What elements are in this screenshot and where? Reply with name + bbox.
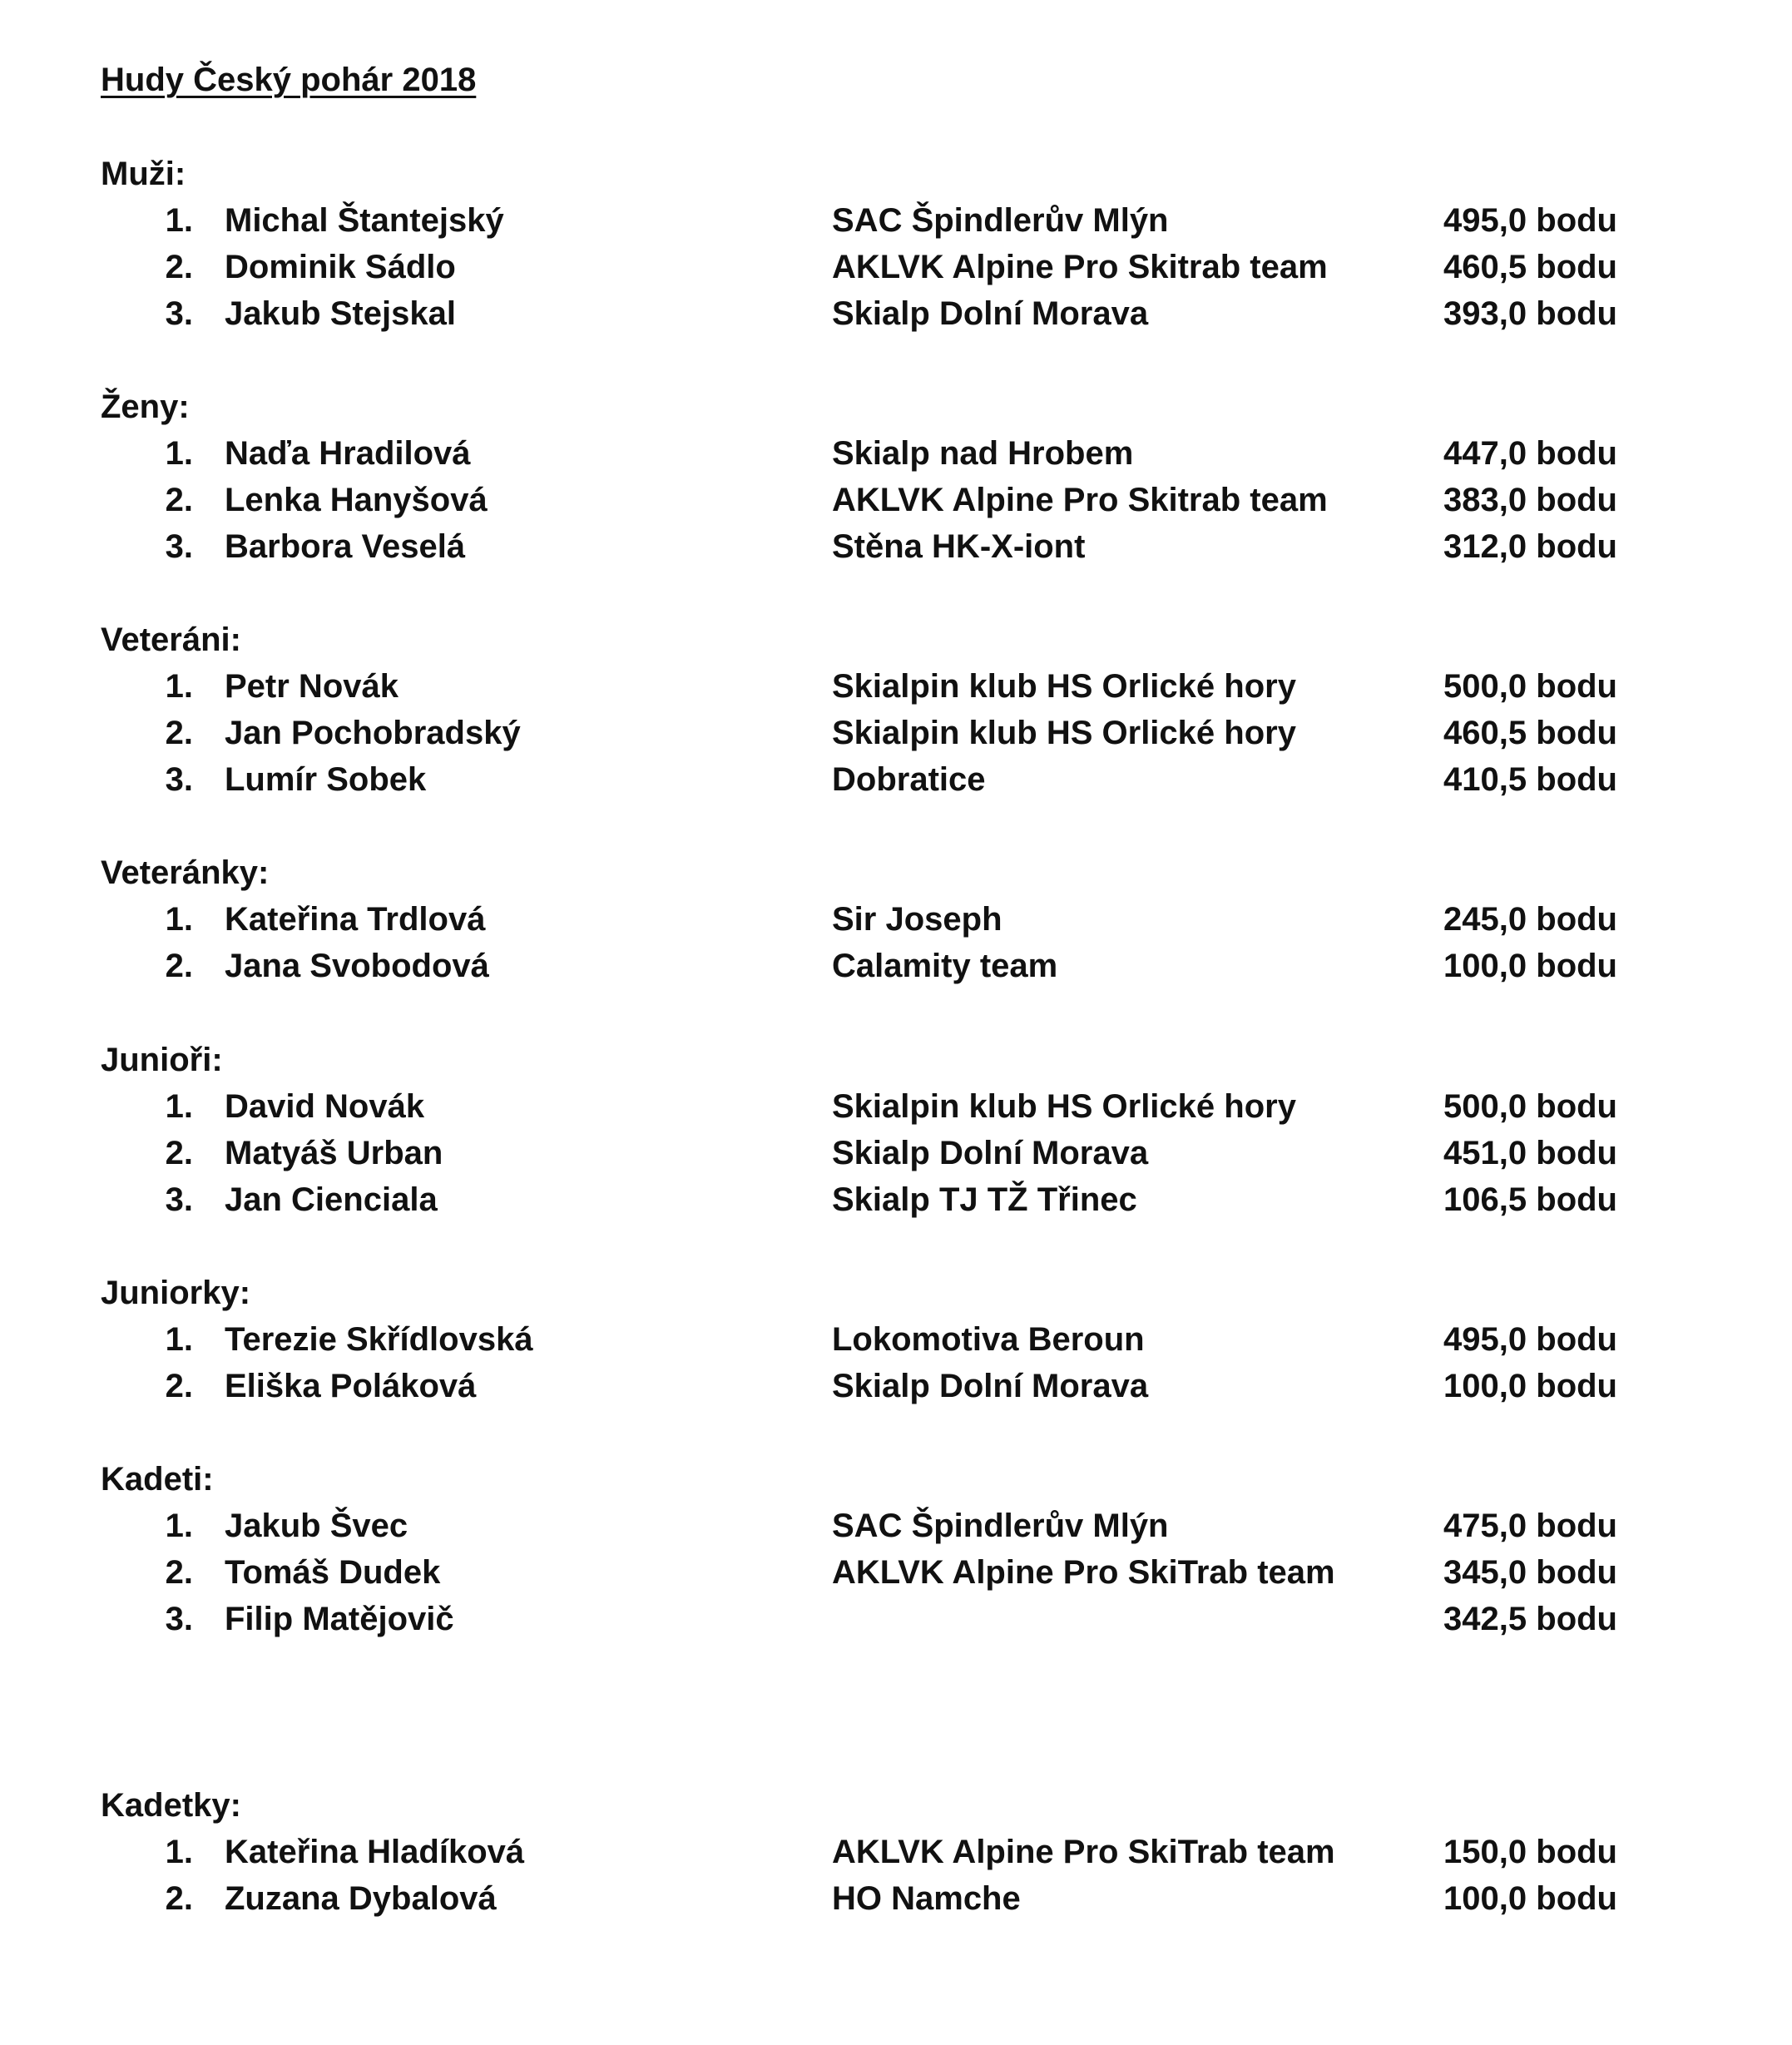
rank-number: 3. <box>165 761 193 798</box>
competitor-name: Jana Svobodová <box>225 948 489 984</box>
club-name: Skialp Dolní Morava <box>832 1135 1149 1171</box>
club-name: Skialpin klub HS Orlické hory <box>832 668 1296 705</box>
competitor-name: Petr Novák <box>225 668 398 705</box>
competitor-name: Jakub Stejskal <box>225 295 456 332</box>
club-name: AKLVK Alpine Pro SkiTrab team <box>832 1554 1335 1591</box>
club-name: AKLVK Alpine Pro SkiTrab team <box>832 1834 1335 1870</box>
points-value: 342,5 bodu <box>1443 1601 1617 1637</box>
points-value: 500,0 bodu <box>1443 1088 1617 1125</box>
club-name: AKLVK Alpine Pro Skitrab team <box>832 249 1328 285</box>
document-title: Hudy Český pohár 2018 <box>101 62 477 98</box>
club-name: Lokomotiva Beroun <box>832 1321 1145 1358</box>
competitor-name: Barbora Veselá <box>225 528 466 565</box>
category-label: Juniorky: <box>101 1275 251 1311</box>
competitor-name: Zuzana Dybalová <box>225 1880 497 1917</box>
rank-number: 3. <box>165 528 193 565</box>
result-row <box>0 666 1792 713</box>
club-name: Dobratice <box>832 761 986 798</box>
rank-number: 2. <box>165 1554 193 1591</box>
points-value: 495,0 bodu <box>1443 202 1617 239</box>
club-name: SAC Špindlerův Mlýn <box>832 202 1169 239</box>
category-label: Veteránky: <box>101 854 270 891</box>
result-row <box>0 713 1792 760</box>
competitor-name: Lumír Sobek <box>225 761 427 798</box>
category-label: Muži: <box>101 156 186 192</box>
result-row <box>0 433 1792 480</box>
result-row <box>0 899 1792 946</box>
rank-number: 2. <box>165 482 193 518</box>
club-name: Stěna HK-X-iont <box>832 528 1086 565</box>
category-label: Junioři: <box>101 1042 223 1078</box>
points-value: 495,0 bodu <box>1443 1321 1617 1358</box>
rank-number: 1. <box>165 668 193 705</box>
points-value: 410,5 bodu <box>1443 761 1617 798</box>
club-name: Skialp TJ TŽ Třinec <box>832 1181 1137 1218</box>
points-value: 447,0 bodu <box>1443 435 1617 472</box>
result-row <box>0 1366 1792 1413</box>
rank-number: 1. <box>165 1088 193 1125</box>
club-name: HO Namche <box>832 1880 1021 1917</box>
result-row <box>0 527 1792 573</box>
result-row <box>0 294 1792 340</box>
rank-number: 2. <box>165 249 193 285</box>
rank-number: 3. <box>165 1601 193 1637</box>
rank-number: 1. <box>165 1321 193 1358</box>
competitor-name: Dominik Sádlo <box>225 249 456 285</box>
points-value: 312,0 bodu <box>1443 528 1617 565</box>
points-value: 475,0 bodu <box>1443 1508 1617 1544</box>
competitor-name: Kateřina Trdlová <box>225 901 486 938</box>
points-value: 100,0 bodu <box>1443 1880 1617 1917</box>
rank-number: 2. <box>165 948 193 984</box>
rank-number: 3. <box>165 1181 193 1218</box>
competitor-name: Kateřina Hladíková <box>225 1834 525 1870</box>
competitor-name: Lenka Hanyšová <box>225 482 488 518</box>
points-value: 100,0 bodu <box>1443 948 1617 984</box>
competitor-name: Tomáš Dudek <box>225 1554 441 1591</box>
rank-number: 2. <box>165 715 193 751</box>
rank-number: 1. <box>165 901 193 938</box>
points-value: 106,5 bodu <box>1443 1181 1617 1218</box>
competitor-name: Eliška Poláková <box>225 1368 477 1404</box>
result-row <box>0 760 1792 806</box>
points-value: 393,0 bodu <box>1443 295 1617 332</box>
rank-number: 2. <box>165 1880 193 1917</box>
rank-number: 3. <box>165 295 193 332</box>
points-value: 100,0 bodu <box>1443 1368 1617 1404</box>
result-row <box>0 1832 1792 1879</box>
result-row <box>0 1320 1792 1366</box>
competitor-name: Filip Matějovič <box>225 1601 454 1637</box>
result-row <box>0 1506 1792 1552</box>
competitor-name: Terezie Skřídlovská <box>225 1321 533 1358</box>
result-row <box>0 1133 1792 1180</box>
result-row <box>0 1552 1792 1599</box>
points-value: 460,5 bodu <box>1443 249 1617 285</box>
competitor-name: Jan Pochobradský <box>225 715 521 751</box>
result-row <box>0 247 1792 294</box>
points-value: 451,0 bodu <box>1443 1135 1617 1171</box>
rank-number: 1. <box>165 1508 193 1544</box>
competitor-name: Jan Cienciala <box>225 1181 438 1218</box>
result-row <box>0 1879 1792 1925</box>
result-row <box>0 1087 1792 1133</box>
rank-number: 1. <box>165 435 193 472</box>
category-label: Veteráni: <box>101 621 241 658</box>
club-name: AKLVK Alpine Pro Skitrab team <box>832 482 1328 518</box>
points-value: 500,0 bodu <box>1443 668 1617 705</box>
points-value: 150,0 bodu <box>1443 1834 1617 1870</box>
rank-number: 1. <box>165 1834 193 1870</box>
competitor-name: Michal Štantejský <box>225 202 504 239</box>
result-row <box>0 1599 1792 1646</box>
club-name: SAC Špindlerův Mlýn <box>832 1508 1169 1544</box>
rank-number: 1. <box>165 202 193 239</box>
rank-number: 2. <box>165 1368 193 1404</box>
club-name: Skialp Dolní Morava <box>832 1368 1149 1404</box>
category-label: Ženy: <box>101 389 190 425</box>
competitor-name: David Novák <box>225 1088 425 1125</box>
points-value: 245,0 bodu <box>1443 901 1617 938</box>
points-value: 345,0 bodu <box>1443 1554 1617 1591</box>
competitor-name: Jakub Švec <box>225 1508 408 1544</box>
points-value: 383,0 bodu <box>1443 482 1617 518</box>
category-label: Kadeti: <box>101 1461 214 1498</box>
club-name: Skialpin klub HS Orlické hory <box>832 715 1296 751</box>
result-row <box>0 946 1792 993</box>
club-name: Sir Joseph <box>832 901 1002 938</box>
club-name: Skialp nad Hrobem <box>832 435 1134 472</box>
result-row <box>0 201 1792 247</box>
club-name: Calamity team <box>832 948 1058 984</box>
competitor-name: Naďa Hradilová <box>225 435 471 472</box>
club-name: Skialp Dolní Morava <box>832 295 1149 332</box>
category-label: Kadetky: <box>101 1787 241 1824</box>
club-name: Skialpin klub HS Orlické hory <box>832 1088 1296 1125</box>
rank-number: 2. <box>165 1135 193 1171</box>
result-row <box>0 1180 1792 1226</box>
points-value: 460,5 bodu <box>1443 715 1617 751</box>
competitor-name: Matyáš Urban <box>225 1135 443 1171</box>
result-row <box>0 480 1792 527</box>
